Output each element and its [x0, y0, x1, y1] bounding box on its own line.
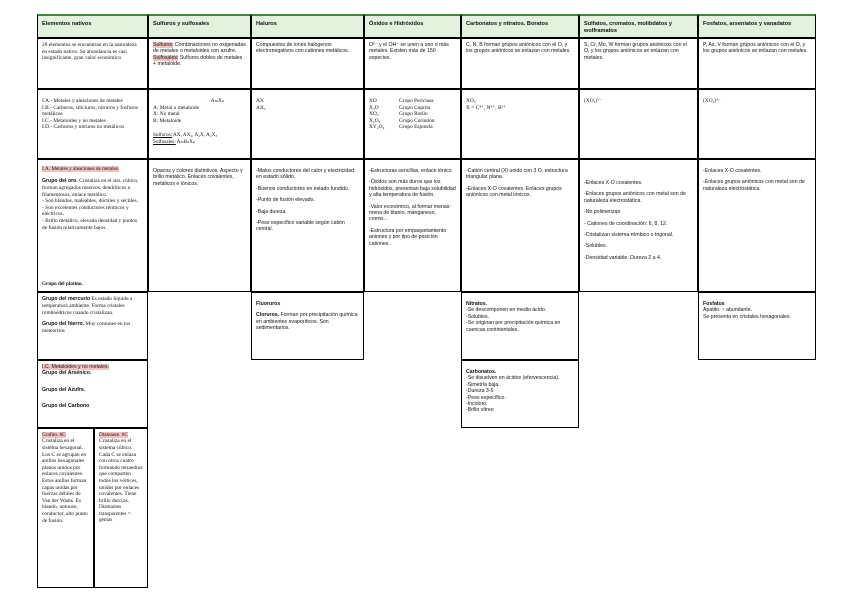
formula: AX — [256, 98, 264, 104]
cell-nativos-definition — [37, 38, 148, 89]
mineral-note: Diamantes transparentes = gemas — [99, 504, 131, 524]
oxide-group — [369, 98, 456, 105]
cell-carbonatos-sub — [461, 360, 579, 428]
class-item: I.B.- Carburos, siliciuros, nitruros y fosfuros metálicos — [42, 104, 138, 118]
legend-item: B: Metaloide — [153, 117, 182, 124]
group-name: Grupo Espinela — [399, 124, 433, 131]
property-item: Se presenta en cristales hexagonales. — [703, 313, 791, 320]
property-item: -Simetría baja. — [466, 381, 500, 388]
cell-fosfatos-formulas — [698, 89, 816, 159]
header-fosfatos — [698, 14, 816, 38]
cell-oxidos-formulas — [364, 89, 461, 159]
property-item: - Brillo metálico, elevada densidad y puntos de fusión relativamente bajos. — [42, 217, 138, 231]
cell-text: Sulfuros dobles de metales + metaloide. — [153, 54, 243, 68]
cell-nativos-classes — [37, 89, 148, 159]
oxide-group — [369, 118, 456, 125]
subclass-title: Fosfatos — [703, 301, 725, 307]
mineral-title: Diamante. 6C — [99, 432, 128, 438]
property-item: -Malos conductores del calor y electricidad en estado sólido. — [256, 168, 355, 181]
property-item: -Peso específico variable según catión central. — [256, 220, 345, 233]
cell-text: Opacos y colores distintivos. Aspecto y brillo metálico. Enlaces covalentes, metálicos e iónicos. — [153, 168, 243, 187]
subclass-title: Nitratos. — [466, 301, 488, 307]
general-formula: AₘXₙ — [210, 98, 224, 104]
cell-carbonatos-definition — [461, 38, 579, 89]
cell-text: Compuestos de iones halógenos electronegativos con cationes metálicos. — [256, 42, 350, 55]
cell-sulfuros-properties — [148, 159, 251, 292]
group-name: Grupo Periclasa — [399, 98, 434, 104]
cell-text: S, Cr, Mo, W forman grupos aniónicos con el O, y los grupos aniónicos se enlazan con metales. — [584, 42, 687, 61]
section-title: I.A. Metales y aleaciones de metales. — [42, 166, 120, 172]
subclass-title: Cloruros. — [256, 312, 280, 319]
formula: XO₃ — [466, 98, 476, 104]
property-item: -Densidad variable. Dureza 2 a 4. — [584, 254, 662, 261]
property-item: -Brillo vítreo — [466, 407, 494, 414]
highlight-term: Sulfuros: — [153, 42, 174, 48]
group-name: Grupo Rutilo — [399, 111, 428, 118]
class-item: I.C.- Metaloides y no metales — [42, 117, 106, 124]
group-name: Grupo Cuprita — [399, 104, 431, 111]
header-label: Fosfatos, arseniatos y vanadatos — [703, 21, 792, 27]
property-item: -Punto de fusión elevado. — [256, 197, 315, 204]
cell-sulfuros-formulas — [148, 89, 251, 159]
property-item: -Buenos conductores en estado fundido. — [256, 185, 350, 192]
header-label: Elementos nativos — [42, 21, 92, 27]
property-item: Apatito. ↑ abundante. — [703, 307, 753, 314]
class-item: I.D.- Carburos y nitruros no metálicos — [42, 124, 125, 131]
section-title: I.C. Metaloides y no metales. — [42, 364, 109, 370]
cell-nativos-groups — [37, 281, 148, 360]
formula: XO — [369, 98, 377, 104]
cell-fosfatos-apatito — [698, 292, 816, 360]
property-item: -Estructura por empaquetamiento aniones y por tipo de posición cationes. — [369, 227, 447, 247]
legend-item: X: No metal — [153, 111, 180, 118]
header-label: Sulfuros y sulfosales — [153, 21, 210, 27]
property-item: -Enlaces X-O covalentes. — [703, 168, 762, 174]
group-name: Grupo Corindón — [399, 117, 435, 124]
mineral-title: Grafito. 6C — [42, 432, 66, 438]
property-item: -Solubles. — [466, 313, 490, 320]
group-title: Grupo del oro. — [42, 178, 78, 185]
property-item: -Estructuras sencillas, enlace iónico. — [369, 168, 453, 174]
header-oxidos — [364, 14, 461, 38]
subclass-title: Carbonatos. — [466, 369, 497, 375]
formula-label: Sulfuros: — [153, 132, 173, 139]
cell-nitratos — [461, 292, 579, 360]
property-item: - Son blandos, maleables, dúctiles y séctiles. — [42, 198, 138, 205]
class-item: I.A.- Metales y aleaciones de metales — [42, 98, 123, 104]
cell-text: Combinaciones no oxigenadas de metales o metaloides con azufre. — [153, 42, 246, 55]
formula: (XO₄)³⁻ — [703, 98, 721, 104]
formula: X₂O — [369, 104, 379, 111]
property-item: -Solubles. — [584, 243, 608, 250]
cell-fosfatos-properties — [698, 159, 816, 292]
cell-haluros-formulas — [251, 89, 364, 159]
formula: XO₂ — [369, 111, 379, 118]
cell-grafito — [37, 428, 94, 588]
header-label: Óxidos e Hidróxidos — [369, 21, 424, 27]
oxide-group — [369, 111, 456, 118]
property-item: -Catión central (X) unido con 3 O, estructura triangular plana. — [466, 168, 568, 181]
cell-carbonatos-properties — [461, 159, 579, 292]
property-item: -Peso específico. — [466, 394, 506, 401]
subclass-text: Forman por precipitación química en ambientes evaporíticos. Son sedimentarios. — [256, 312, 358, 332]
property-item: - Son excelentes conductores térmicos y eléctricos. — [42, 204, 129, 218]
group-title: Grupo del Azufre. — [42, 386, 86, 393]
cell-sulfatos-definition — [579, 38, 698, 89]
property-item: -Enlaces X-O covalentes. Enlaces grupos aniónicos con metal iónicos. — [466, 185, 562, 199]
header-label: Carbonatos y nitratos. Boratos — [466, 21, 549, 27]
property-item: - Cationes de coordinación: 6, 8, 12. — [584, 220, 668, 227]
cell-text: P, As, V forman grupos aniónicos con el O, y los grupos aniónicos se enlazan con metales. — [703, 42, 808, 55]
property-item: -Óxidos son más duros que los hidróxidos, presentan baja solubilidad y alta temperatura de fusión. — [369, 179, 456, 199]
formula: X₂O₃ — [369, 117, 381, 124]
property-item: -Baja dureza. — [256, 208, 287, 215]
cell-nativos-metales — [37, 159, 148, 292]
oxide-group — [369, 124, 456, 131]
header-sulfatos — [579, 14, 698, 38]
cell-sulfatos-properties — [579, 159, 698, 292]
header-nativos — [37, 14, 148, 38]
formula-value: AX, AX₂, A₂X, A₂X₃ — [172, 132, 218, 139]
group-text: Cristaliza en el sist. cúbico, forman agregados masivos, dendríticos o filamentosos, enlace metálico. — [42, 178, 139, 198]
mineral-text: Cristaliza en el sistema cúbico. Cada C se enlaza con otros cuatro formando tetraedros que comparten todos los vértices, unidos por enlaces covalentes. Tiene brillo duro,as. — [99, 438, 143, 504]
group-title: Grupo del hierro. — [42, 321, 85, 328]
formula: (XO₄)²⁻ — [584, 98, 602, 104]
property-item: -Enlaces grupos aniónicos con metal son de naturaleza electrostática. — [584, 191, 686, 204]
cell-text: C, N, B forman grupos aniónicos con el O, y los grupos aniónicos se enlazan con metales. — [466, 42, 571, 55]
property-item: -No polimerizan — [584, 209, 621, 216]
cell-haluros-properties — [251, 159, 364, 292]
header-label: Sulfatos, cromatos, molibdatos y wolframatos — [584, 21, 672, 34]
cell-text: O²⁻ y el OH⁻ se unen a uno o más metales. Existen más de 150 especies. — [369, 42, 449, 61]
group-title: Grupo del mercurio — [42, 296, 91, 303]
cell-text: 20 elementos se encuentran en la naturaleza en estado nativo. Su abundancia es casi insignificante, gran valor económico — [42, 42, 137, 62]
header-haluros — [251, 14, 364, 38]
formula: AX₂ — [256, 104, 266, 111]
property-item: -Se disuelven en ácidos (efervescencia). — [466, 375, 560, 382]
cell-haluros-subclasses — [251, 292, 364, 360]
cell-sulfuros-definition — [148, 38, 251, 89]
property-item: -Se originan por precipitación química en cuencas continentales. — [466, 320, 561, 333]
formula-label: Sulfosales: — [153, 138, 176, 145]
cell-diamante — [94, 428, 148, 588]
property-item: -Incoloro. — [466, 401, 488, 408]
legend-item: A: Metal o metaloide — [153, 104, 199, 111]
property-item: -Se descomponen en medio ácido. — [466, 307, 547, 314]
formula-value: AₘBₙXₚ — [175, 138, 196, 145]
cell-carbonatos-formulas — [461, 89, 579, 159]
cell-haluros-definition — [251, 38, 364, 89]
property-item: -Dureza 3-5 — [466, 388, 494, 395]
group-title: Grupo del Carbono — [42, 403, 90, 410]
highlight-term: Sulfosales: — [153, 54, 179, 61]
cell-oxidos-properties — [364, 159, 461, 292]
mineral-text: Cristaliza en el sistema hexagonal. Los C se agrupan en anillos hexagonales planos unidos por enlaces covalentes. Estos anillos forman capas unidas por fuerzas débiles de Van der Waals. Es blando, untuoso, conductor, alto punto de fusión. — [42, 438, 88, 524]
formula: XY₂O₄ — [369, 124, 385, 131]
group-text: Es estado líquido a temperatura ambiente. Forma cristales romboédricos cuando cristalizan. — [42, 296, 133, 316]
header-carbonatos — [461, 14, 579, 38]
oxide-group — [369, 105, 456, 112]
cell-metaloides — [37, 360, 148, 428]
property-item: -Enlaces X-O covalentes. — [584, 180, 643, 186]
property-item: -Cristalizan sistema rómbico o trigonal. — [584, 232, 674, 239]
cell-fosfatos-definition — [698, 38, 816, 89]
group-text: Muy comunes en los meteoritos — [42, 321, 131, 334]
cell-sulfatos-formulas — [579, 89, 698, 159]
formula-note: X = C⁴⁺, N⁵⁺, B³⁺ — [466, 104, 507, 111]
cell-oxidos-definition — [364, 38, 461, 89]
property-item: -Enlaces grupos aniónicos con metal son de naturaleza electrostática. — [703, 179, 805, 192]
group-title: Grupo del platino. — [42, 281, 83, 287]
header-sulfuros — [148, 14, 251, 38]
header-label: Haluros — [256, 21, 277, 27]
property-item: -Valor económico, al formar menas: mena de titanio, manganeso, cromo... — [369, 203, 451, 223]
group-title: Grupo del Arsénico. — [42, 370, 92, 377]
subclass-title: Fluoruros — [256, 301, 281, 307]
